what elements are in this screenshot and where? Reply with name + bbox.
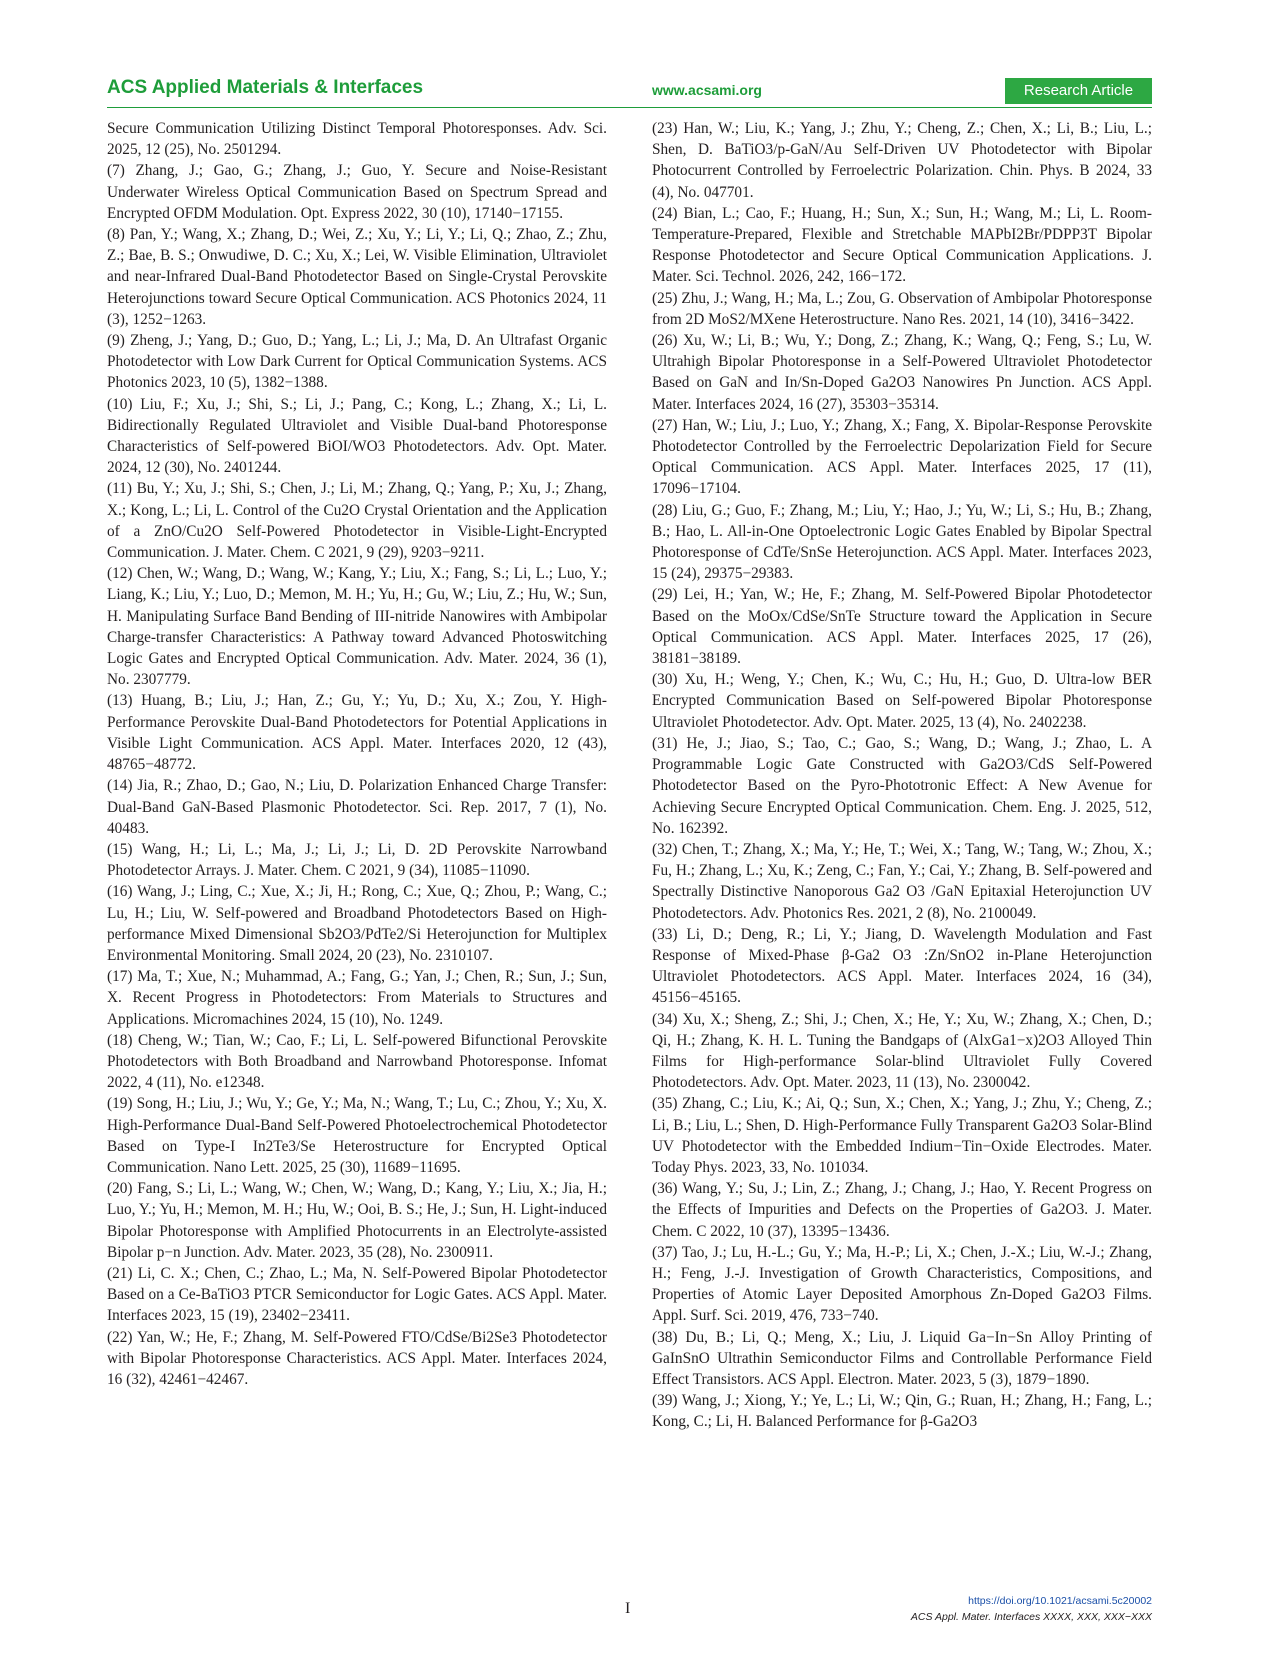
journal-title: ACS Applied Materials & Interfaces	[107, 77, 424, 98]
reference-entry: (14) Jia, R.; Zhao, D.; Gao, N.; Liu, D. Polarization Enhanced Charge Transfer: Dual-Band GaN-Based Plasmonic Photodetector. Sci. Rep. 2017, 7 (1), No. 40483.	[107, 777, 607, 837]
references-right-column	[652, 118, 1152, 1433]
reference-entry: (33) Li, D.; Deng, R.; Li, Y.; Jiang, D. Wavelength Modulation and Fast Response of Mixed-Phase β-Ga2 O3 :Zn/SnO2 in-Plane Heterojunction Ultraviolet Photodetectors. ACS Appl. Mater. Interfaces 2024, 16 (34), 45156−45165.	[652, 925, 1152, 1007]
reference-entry: (16) Wang, J.; Ling, C.; Xue, X.; Ji, H.; Rong, C.; Xue, Q.; Zhou, P.; Wang, C.; Lu, H.; Liu, W. Self-powered and Broadband Photodetectors Based on High-performance Mixed Dimensional Sb2O3/PdTe2/Si Heterojunction for Multiplex Environmental Monitoring. Small 2024, 20 (23), No. 2310107.	[107, 883, 607, 964]
reference-entry: (29) Lei, H.; Yan, W.; He, F.; Zhang, M. Self-Powered Bipolar Photodetector Based on the MoOx/CdSe/SnTe Structure toward the Application in Secure Optical Communication. ACS Appl. Mater. Interfaces 2025, 17 (26), 38181−38189.	[652, 586, 1152, 668]
article-type-badge: Research Article	[1005, 78, 1152, 104]
reference-entry: (22) Yan, W.; He, F.; Zhang, M. Self-Powered FTO/CdSe/Bi2Se3 Photodetector with Bipolar Photoresponse Characteristics. ACS Appl. Mater. Interfaces 2024, 16 (32), 42461−42467.	[107, 1328, 607, 1388]
header-divider	[107, 107, 1152, 108]
reference-entry: (28) Liu, G.; Guo, F.; Zhang, M.; Liu, Y.; Hao, J.; Yu, W.; Li, S.; Hu, B.; Zhang, B.; Hao, L. All-in-One Optoelectronic Logic Gates Enabled by Bipolar Spectral Photoresponse of CdTe/SnSe Heterojunction. ACS Appl. Mater. Interfaces 2023, 15 (24), 29375−29383.	[652, 501, 1152, 583]
reference-entry: (10) Liu, F.; Xu, J.; Shi, S.; Li, J.; Pang, C.; Kong, L.; Zhang, X.; Li, L. Bidirectionally Regulated Ultraviolet and Visible Dual-band Photoresponse Characteristics of Self-powered BiOI/WO3 Photodetectors. Adv. Opt. Mater. 2024, 12 (30), No. 2401244.	[107, 395, 607, 477]
reference-entry: (13) Huang, B.; Liu, J.; Han, Z.; Gu, Y.; Yu, D.; Xu, X.; Zou, Y. High-Performance Perovskite Dual-Band Photodetectors for Potential Applications in Visible Light Communication. ACS Appl. Mater. Interfaces 2020, 12 (43), 48765−48772.	[107, 692, 607, 774]
reference-entry: (25) Zhu, J.; Wang, H.; Ma, L.; Zou, G. Observation of Ambipolar Photoresponse from 2D MoS2/MXene Heterostructure. Nano Res. 2021, 14 (10), 3416−3422.	[652, 289, 1152, 328]
reference-entry: (38) Du, B.; Li, Q.; Meng, X.; Liu, J. Liquid Ga−In−Sn Alloy Printing of GaInSnO Ultrathin Semiconductor Films and Controllable Performance Field Effect Transistors. ACS Appl. Electron. Mater. 2023, 5 (3), 1879−1890.	[652, 1328, 1152, 1388]
reference-entry: (11) Bu, Y.; Xu, J.; Shi, S.; Chen, J.; Li, M.; Zhang, Q.; Yang, P.; Xu, J.; Zhang, X.; Kong, L.; Li, L. Control of the Cu2O Crystal Orientation and the Application of a ZnO/Cu2O Self-Powered Photodetector in Visible-Light-Encrypted Communication. J. Mater. Chem. C 2021, 9 (29), 9203−9211.	[107, 480, 607, 562]
page-number: I	[625, 1600, 631, 1617]
reference-entry: Secure Communication Utilizing Distinct Temporal Photoresponses. Adv. Sci. 2025, 12 (25), No. 2501294.	[107, 120, 607, 159]
references-left-column	[107, 118, 607, 1390]
reference-entry: (20) Fang, S.; Li, L.; Wang, W.; Chen, W.; Wang, D.; Kang, Y.; Liu, X.; Jia, H.; Luo, Y.; Yu, H.; Memon, M. H.; Hu, W.; Ooi, B. S.; He, J.; Sun, H. Light-induced Bipolar Photoresponse with Amplified Photocurrents in an Electrolyte-assisted Bipolar p−n Junction. Adv. Mater. 2023, 35 (28), No. 2300911.	[107, 1180, 607, 1261]
reference-entry: (31) He, J.; Jiao, S.; Tao, C.; Gao, S.; Wang, D.; Wang, J.; Zhao, L. A Programmable Logic Gate Constructed with Ga2O3/CdS Self-Powered Photodetector Based on the Pyro-Phototronic Effect: A New Avenue for Achieving Secure Encrypted Optical Communication. Chem. Eng. J. 2025, 512, No. 162392.	[652, 734, 1152, 837]
reference-entry: (36) Wang, Y.; Su, J.; Lin, Z.; Zhang, J.; Chang, J.; Hao, Y. Recent Progress on the Effects of Impurities and Defects on the Properties of Ga2O3. J. Mater. Chem. C 2022, 10 (37), 13395−13436.	[652, 1180, 1152, 1240]
reference-entry: (24) Bian, L.; Cao, F.; Huang, H.; Sun, X.; Sun, H.; Wang, M.; Li, L. Room-Temperature-Prepared, Flexible and Stretchable MAPbI2Br/PDPP3T Bipolar Response Photodetector and Secure Optical Communication Applications. J. Mater. Sci. Technol. 2026, 242, 166−172.	[652, 204, 1152, 286]
journal-citation: ACS Appl. Mater. Interfaces XXXX, XXX, XXX−XXX	[910, 1611, 1152, 1623]
reference-entry: (9) Zheng, J.; Yang, D.; Guo, D.; Yang, L.; Li, J.; Ma, D. An Ultrafast Organic Photodetector with Low Dark Current for Optical Communication Systems. ACS Photonics 2023, 10 (5), 1382−1388.	[107, 332, 607, 392]
reference-entry: (35) Zhang, C.; Liu, K.; Ai, Q.; Sun, X.; Chen, X.; Yang, J.; Zhu, Y.; Cheng, Z.; Li, B.; Liu, L.; Shen, D. High-Performance Fully Transparent Ga2O3 Solar-Blind UV Photodetector with the Embedded Indium−Tin−Oxide Electrodes. Mater. Today Phys. 2023, 33, No. 101034.	[652, 1095, 1152, 1176]
reference-entry: (37) Tao, J.; Lu, H.-L.; Gu, Y.; Ma, H.-P.; Li, X.; Chen, J.-X.; Liu, W.-J.; Zhang, H.; Feng, J.-J. Investigation of Growth Characteristics, Compositions, and Properties of Atomic Layer Deposited Amorphous Zn-Doped Ga2O3 Films. Appl. Surf. Sci. 2019, 476, 733−740.	[652, 1243, 1152, 1325]
page-header	[0, 0, 1266, 110]
reference-entry: (15) Wang, H.; Li, L.; Ma, J.; Li, J.; Li, D. 2D Perovskite Narrowband Photodetector Arrays. J. Mater. Chem. C 2021, 9 (34), 11085−11090.	[107, 840, 607, 880]
reference-entry: (19) Song, H.; Liu, J.; Wu, Y.; Ge, Y.; Ma, N.; Wang, T.; Lu, C.; Zhou, Y.; Xu, X. High-Performance Dual-Band Self-Powered Photoelectrochemical Photodetector Based on Type-I In2Te3/Se Heterostructure for Encrypted Optical Communication. Nano Lett. 2025, 25 (30), 11689−11695.	[107, 1095, 607, 1176]
reference-entry: (39) Wang, J.; Xiong, Y.; Ye, L.; Li, W.; Qin, G.; Ruan, H.; Zhang, H.; Fang, L.; Kong, C.; Li, H. Balanced Performance for β-Ga2O3	[652, 1392, 1152, 1431]
reference-entry: (30) Xu, H.; Weng, Y.; Chen, K.; Wu, C.; Hu, H.; Guo, D. Ultra-low BER Encrypted Communication Based on Self-powered Bipolar Photoresponse Ultraviolet Photodetector. Adv. Opt. Mater. 2025, 13 (4), No. 2402238.	[652, 671, 1152, 731]
reference-entry: (26) Xu, W.; Li, B.; Wu, Y.; Dong, Z.; Zhang, K.; Wang, Q.; Feng, S.; Lu, W. Ultrahigh Bipolar Photoresponse in a Self-Powered Ultraviolet Photodetector Based on GaN and In/Sn-Doped Ga2O3 Nanowires Pn Junction. ACS Appl. Mater. Interfaces 2024, 16 (27), 35303−35314.	[652, 332, 1152, 413]
reference-entry: (18) Cheng, W.; Tian, W.; Cao, F.; Li, L. Self-powered Bifunctional Perovskite Photodetectors with Both Broadband and Narrowband Photoresponse. Infomat 2022, 4 (11), No. e12348.	[107, 1031, 607, 1092]
reference-entry: (7) Zhang, J.; Gao, G.; Zhang, J.; Guo, Y. Secure and Noise-Resistant Underwater Wireless Optical Communication Based on Spectrum Spread and Encrypted OFDM Modulation. Opt. Express 2022, 30 (10), 17140−17155.	[107, 162, 607, 222]
reference-entry: (23) Han, W.; Liu, K.; Yang, J.; Zhu, Y.; Cheng, Z.; Chen, X.; Li, B.; Liu, L.; Shen, D. BaTiO3/p-GaN/Au Self-Driven UV Photodetector with Bipolar Photocurrent Controlled by Ferroelectric Polarization. Chin. Phys. B 2024, 33 (4), No. 047701.	[652, 120, 1152, 201]
reference-entry: (34) Xu, X.; Sheng, Z.; Shi, J.; Chen, X.; He, Y.; Xu, W.; Zhang, X.; Chen, D.; Qi, H.; Zhang, K. H. L. Tuning the Bandgaps of (AlxGa1−x)2O3 Alloyed Thin Films for High-performance Solar-blind Ultraviolet Fully Covered Photodetectors. Adv. Opt. Mater. 2023, 11 (13), No. 2300042.	[652, 1010, 1152, 1092]
reference-entry: (21) Li, C. X.; Chen, C.; Zhao, L.; Ma, N. Self-Powered Bipolar Photodetector Based on a Ce-BaTiO3 PTCR Semiconductor for Logic Gates. ACS Appl. Mater. Interfaces 2023, 15 (19), 23402−23411.	[107, 1264, 607, 1325]
reference-entry: (12) Chen, W.; Wang, D.; Wang, W.; Kang, Y.; Liu, X.; Fang, S.; Li, L.; Luo, Y.; Liang, K.; Liu, Y.; Luo, D.; Memon, M. H.; Yu, H.; Gu, W.; Liu, Z.; Hu, W.; Sun, H. Manipulating Surface Band Bending of III-nitride Nanowires with Ambipolar Charge-transfer Characteristics: A Pathway toward Advanced Photoswitching Logic Gates and Encrypted Optical Communication. Adv. Mater. 2024, 36 (1), No. 2307779.	[107, 565, 607, 689]
reference-entry: (27) Han, W.; Liu, J.; Luo, Y.; Zhang, X.; Fang, X. Bipolar-Response Perovskite Photodetector Controlled by the Ferroelectric Depolarization Field for Secure Optical Communication. ACS Appl. Mater. Interfaces 2025, 17 (11), 17096−17104.	[652, 416, 1152, 498]
reference-entry: (17) Ma, T.; Xue, N.; Muhammad, A.; Fang, G.; Yan, J.; Chen, R.; Sun, J.; Sun, X. Recent Progress in Photodetectors: From Materials to Structures and Applications. Micromachines 2024, 15 (10), No. 1249.	[107, 968, 607, 1028]
reference-entry: (32) Chen, T.; Zhang, X.; Ma, Y.; He, T.; Wei, X.; Tang, W.; Tang, W.; Zhou, X.; Fu, H.; Zhang, L.; Xu, K.; Zeng, C.; Fan, Y.; Cai, Y.; Zhang, B. Self-powered and Spectrally Distinctive Nanoporous Ga2 O3 /GaN Epitaxial Heterojunction UV Photodetectors. Adv. Photonics Res. 2021, 2 (8), No. 2100049.	[652, 840, 1152, 922]
reference-entry: (8) Pan, Y.; Wang, X.; Zhang, D.; Wei, Z.; Xu, Y.; Li, Y.; Li, Q.; Zhao, Z.; Zhu, Z.; Bae, B. S.; Onwudiwe, D. C.; Xu, X.; Lei, W. Visible Elimination, Ultraviolet and near-Infrared Dual-Band Photodetector Based on Single-Crystal Perovskite Heterojunctions toward Secure Optical Communication. ACS Photonics 2024, 11 (3), 1252−1263.	[107, 226, 607, 328]
journal-url-link[interactable]: www.acsami.org	[652, 82, 762, 98]
doi-link[interactable]: https://doi.org/10.1021/acsami.5c20002	[968, 1595, 1152, 1607]
